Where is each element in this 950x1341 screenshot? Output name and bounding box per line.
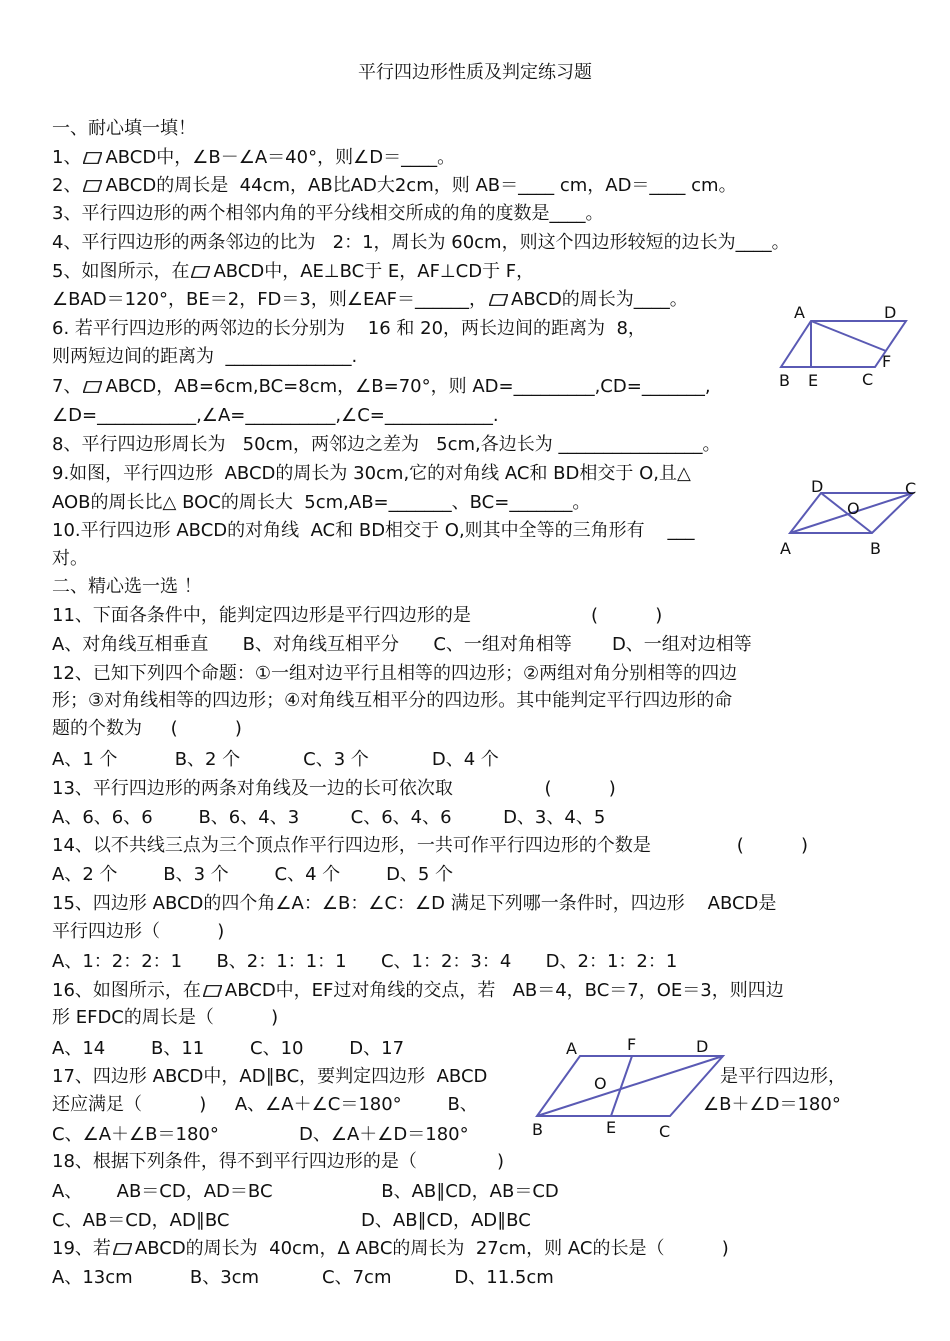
question-5-line-2: ∠BAD＝120°，BE＝2，FD＝3，则∠EAF＝______， ABCD的周长为____。 bbox=[52, 289, 688, 310]
question-12-options: A、1 个 B、2 个 C、3 个 D、4 个 bbox=[52, 749, 499, 770]
question-17-line-3: C、∠A＋∠B＝180° D、∠A＋∠D＝180° bbox=[52, 1124, 469, 1145]
question-14: 14、以不共线三点为三个顶点作平行四边形，一共可作平行四边形的个数是 ( ) bbox=[52, 835, 808, 856]
parallelogram-icon bbox=[203, 985, 222, 997]
question-13-options: A、6、6、6 B、6、4、3 C、6、4、6 D、3、4、5 bbox=[52, 807, 606, 828]
fig2-label-o: O bbox=[847, 499, 860, 518]
question-10-line-2: 对。 bbox=[52, 548, 88, 569]
question-7-line-1: 7、 ABCD，AB=6cm,BC=8cm，∠B=70°，则 AD=_________,CD=_______, bbox=[52, 376, 711, 397]
question-11-options: A、对角线互相垂直 B、对角线互相平分 C、一组对角相等 D、一组对边相等 bbox=[52, 634, 752, 655]
fig3-label-e: E bbox=[606, 1118, 617, 1137]
parallelogram-icon bbox=[83, 152, 102, 164]
fig1-label-a: A bbox=[794, 303, 805, 322]
question-14-options: A、2 个 B、3 个 C、4 个 D、5 个 bbox=[52, 864, 454, 885]
question-17-line-2-right: ∠B＋∠D＝180° bbox=[703, 1094, 841, 1115]
question-9-line-2: AOB的周长比△ BOC的周长大 5cm,AB=_______、BC=_______。 bbox=[52, 492, 591, 513]
question-7-line-2: ∠D=___________,∠A=__________,∠C=____________. bbox=[52, 405, 499, 426]
fig1-label-b: B bbox=[779, 371, 790, 390]
question-12-line-3: 题的个数为 ( ) bbox=[52, 718, 242, 739]
question-15-line-1: 15、四边形 ABCD的四个角∠A：∠B：∠C：∠D 满足下列哪一条件时，四边形 ABCD是 bbox=[52, 893, 777, 914]
parallelogram-icon bbox=[83, 180, 102, 192]
question-18-options-cd: C、AB＝CD，AD∥BC D、AB∥CD，AD∥BC bbox=[52, 1210, 531, 1231]
figure-q9-parallelogram bbox=[778, 478, 923, 560]
question-1: 1、 ABCD中，∠B－∠A＝40°，则∠D＝____。 bbox=[52, 147, 456, 168]
question-19-options: A、13cm B、3cm C、7cm D、11.5cm bbox=[52, 1267, 554, 1288]
question-17-line-2-left: 还应满足（ ) A、∠A＋∠C＝180° B、 bbox=[52, 1094, 478, 1115]
question-18: 18、根据下列条件，得不到平行四边形的是（ ) bbox=[52, 1151, 505, 1172]
question-16-line-2: 形 EFDC的周长是（ ) bbox=[52, 1007, 279, 1028]
parallelogram-icon bbox=[191, 266, 210, 278]
question-12-line-1: 12、已知下列四个命题：①一组对边平行且相等的四边形；②两组对角分别相等的四边 bbox=[52, 663, 738, 684]
question-17-line-1-left: 17、四边形 ABCD中，AD∥BC，要判定四边形 ABCD bbox=[52, 1066, 488, 1087]
question-15-options: A、1：2：2：1 B、2：1：1：1 C、1：2：3：4 D、2：1：2：1 bbox=[52, 951, 678, 972]
question-5-line-1: 5、如图所示，在 ABCD中，AE⊥BC于 E，AF⊥CD于 F， bbox=[52, 261, 535, 282]
question-17-line-1-right: 是平行四边形， bbox=[720, 1066, 846, 1087]
fig1-label-e: E bbox=[808, 371, 819, 390]
question-13: 13、平行四边形的两条对角线及一边的长可依次取 ( ) bbox=[52, 778, 616, 799]
parallelogram-icon bbox=[83, 381, 102, 393]
question-11: 11、下面各条件中，能判定四边形是平行四边形的是 ( ) bbox=[52, 605, 663, 626]
question-16-line-1: 16、如图所示，在 ABCD中，EF过对角线的交点，若 AB＝4，BC＝7，OE＝3，则四边 bbox=[52, 980, 784, 1001]
fig2-label-d: D bbox=[811, 477, 824, 496]
figure-q5-parallelogram bbox=[776, 300, 906, 395]
question-9-line-1: 9.如图，平行四边形 ABCD的周长为 30cm,它的对角线 AC和 BD相交于 O,且△ bbox=[52, 463, 691, 484]
question-19: 19、若 ABCD的周长为 40cm，Δ ABC的周长为 27cm，则 AC的长是（ ) bbox=[52, 1238, 729, 1259]
question-6-line-1: 6. 若平行四边形的两邻边的长分别为 16 和 20，两长边间的距离为 8， bbox=[52, 318, 646, 339]
fig3-label-c: C bbox=[659, 1122, 671, 1141]
question-18-options-ab: A、 AB＝CD，AD＝BC B、AB∥CD，AB＝CD bbox=[52, 1181, 559, 1202]
question-15-line-2: 平行四边形（ ) bbox=[52, 921, 225, 942]
parallelogram-icon bbox=[489, 294, 508, 306]
question-8: 8、平行四边形周长为 50cm，两邻边之差为 5cm,各边长为 ________________。 bbox=[52, 434, 721, 455]
fig1-label-c: C bbox=[862, 370, 874, 389]
question-3: 3、平行四边形的两个相邻内角的平分线相交所成的角的度数是____。 bbox=[52, 203, 604, 224]
fig2-label-c: C bbox=[905, 479, 917, 498]
fig3-label-d: D bbox=[696, 1037, 709, 1056]
fig3-label-o: O bbox=[594, 1074, 607, 1093]
fig2-label-b: B bbox=[870, 539, 881, 558]
question-6-line-2: 则两短边间的距离为 ______________. bbox=[52, 346, 358, 367]
section-heading-fill: 一、耐心填一填！ bbox=[52, 118, 196, 139]
question-4: 4、平行四边形的两条邻边的比为 2：1，周长为 60cm，则这个四边形较短的边长为____。 bbox=[52, 232, 790, 253]
section-heading-choice: 二、精心选一选 ！ bbox=[52, 576, 202, 597]
parallelogram-icon bbox=[113, 1243, 132, 1255]
fig3-label-f: F bbox=[627, 1035, 637, 1054]
question-2: 2、 ABCD的周长是 44cm，AB比AD大2cm，则 AB＝____ cm，AD＝____ cm。 bbox=[52, 175, 737, 196]
fig3-label-b: B bbox=[532, 1120, 543, 1139]
question-10-line-1: 10.平行四边形 ABCD的对角线 AC和 BD相交于 O,则其中全等的三角形有 ___ bbox=[52, 520, 695, 541]
figure-q16-parallelogram bbox=[530, 1034, 730, 1146]
question-12-line-2: 形；③对角线相等的四边形；④对角线互相平分的四边形。其中能判定平行四边形的命 bbox=[52, 690, 733, 711]
fig2-label-a: A bbox=[780, 539, 791, 558]
fig3-label-a: A bbox=[566, 1039, 577, 1058]
question-16-options: A、14 B、11 C、10 D、17 bbox=[52, 1038, 405, 1059]
fig1-label-d: D bbox=[884, 303, 897, 322]
fig1-label-f: F bbox=[882, 352, 892, 371]
page-title: 平行四边形性质及判定练习题 bbox=[358, 62, 592, 83]
